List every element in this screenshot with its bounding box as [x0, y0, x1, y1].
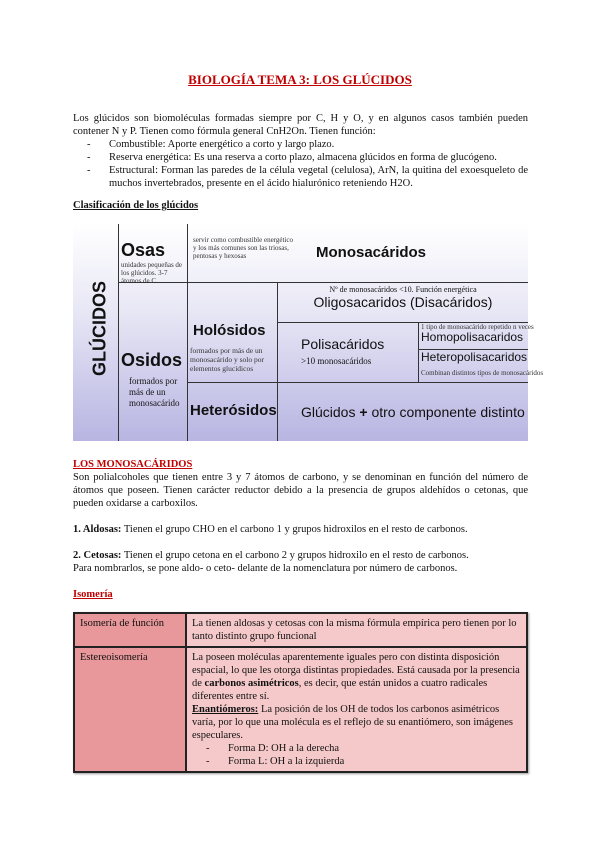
- heterosidos-label: Heterósidos: [190, 402, 277, 419]
- osas-desc: unidades pequeñas de los glúcidos. 3-7 átomos de C: [121, 261, 183, 285]
- naming-text: Para nombrarlos, se pone aldo- o ceto- delante de la nomenclatura por número de carbonos.: [73, 563, 458, 574]
- table-value: La tienen aldosas y cetosas con la misma fórmula empírica pero tienen por lo tanto distinto grupo funcional: [186, 613, 527, 647]
- monosacaridos-label: Monosacáridos: [316, 244, 427, 261]
- table-value: [186, 647, 527, 772]
- heterosidos-desc-a: Glúcidos: [301, 404, 356, 420]
- function-item: - Combustible: Aporte energético a corto y largo plazo.: [73, 138, 528, 151]
- homo-note: 1 tipo de monosacárido repetido n veces: [421, 323, 534, 331]
- heterosidos-desc-b: otro componente distinto: [371, 404, 525, 420]
- homo-label: Homopolisacaridos: [421, 330, 524, 344]
- enantiomeros-text: [192, 703, 521, 742]
- hetero-note: Combinan distintos tipos de monosacáridos: [421, 369, 544, 377]
- table-key: Isomería de función: [74, 613, 186, 647]
- aldosas-text: Tienen el grupo CHO en el carbono 1 y grupos hidroxilos en el resto de carbonos.: [121, 524, 468, 535]
- enant-label: Enantiómeros:: [192, 704, 259, 715]
- classification-heading: Clasificación de los glúcidos: [73, 200, 199, 211]
- intro-text: Los glúcidos son biomoléculas formadas siempre por C, H y O, y en algunos casos también pueden contener N y P. Tienen como fórmula general CnH2On. Tienen función:: [73, 113, 528, 137]
- form-item: - Forma D: OH a la derecha: [192, 742, 521, 755]
- holosidos-label: Holósidos: [193, 322, 266, 339]
- function-item: - Reserva energética: Es una reserva a corto plazo, almacena glúcidos en forma de glucógeno.: [73, 151, 528, 164]
- table-row: [74, 647, 527, 772]
- isomeria-table: [73, 612, 528, 773]
- osidos-label: Osidos: [121, 350, 183, 370]
- table-row: [74, 613, 527, 647]
- plus-sign: +: [359, 404, 368, 420]
- aldosas-label: 1. Aldosas:: [73, 524, 122, 535]
- cetosas-label: 2. Cetosas:: [73, 550, 122, 561]
- root-label: GLÚCIDOS: [89, 281, 110, 377]
- estereo-bold: carbonos asimétricos: [204, 678, 299, 689]
- intro-block: [73, 112, 528, 190]
- poli-label: Polisacáridos: [301, 336, 385, 352]
- cetosas-text: Tienen el grupo cetona en el carbono 2 y grupos hidroxilo en el resto de carbonos.: [121, 550, 469, 561]
- aldosas-line: [73, 523, 528, 536]
- estereo-a: La poseen moléculas aparentemente iguales pero con distinta disposición espacial, lo que les otorga distintas propiedades. Está causada por la presencia de: [192, 652, 520, 689]
- heterosidos-desc: [301, 406, 525, 419]
- osas-function: servir como combustible energético y los más comunes son las triosas, pentosas y hexosas: [193, 236, 293, 260]
- monosacaridos-section: [73, 458, 528, 601]
- cetosas-line: [73, 549, 528, 562]
- table-key: Estereoisomería: [74, 647, 186, 772]
- function-item: - Estructural: Forman las paredes de la célula vegetal (celulosa), ArN, la quitina del exoesqueleto de muchos invertebrados, presente en el ácido hialurónico reteniendo H2O.: [73, 164, 528, 190]
- enant-text: La posición de los OH de todos los carbonos asimétricos varía, por lo que una molécula es el reflejo de su enantiómero, son imágenes especulares.: [192, 704, 514, 741]
- page-title: BIOLOGÍA TEMA 3: LOS GLÚCIDOS: [188, 72, 412, 87]
- estereo-text: [192, 651, 521, 703]
- oligo-label: Oligosacaridos (Disacáridos): [313, 294, 493, 310]
- hetero-label: Heteropolisacaridos: [421, 350, 528, 364]
- classification-diagram: [73, 224, 544, 441]
- mono-text: Son polialcoholes que tienen entre 3 y 7 átomos de carbono, y se denominan en función del número de átomos que poseen. Tienen carácter reductor debido a la presencia de grupos aldehídos o cetonas, que pueden oxidarse a carboxilos.: [73, 472, 528, 509]
- form-item: - Forma L: OH a la izquierda: [192, 755, 521, 768]
- osas-label: Osas: [121, 240, 166, 260]
- estereo-b: , es decir, que están unidos a cuatro radicales diferentes entre sí.: [192, 678, 488, 702]
- isomeria-heading: Isomería: [73, 589, 113, 600]
- holosidos-desc: formados por más de un monosacárido y solo por elementos glucídicos: [190, 346, 264, 373]
- mono-heading: LOS MONOSACÁRIDOS: [73, 459, 193, 470]
- poli-desc: >10 monosacáridos: [301, 356, 372, 366]
- oligo-note: Nº de monosacáridos <10. Función energética: [329, 285, 477, 294]
- osidos-desc: formados por más de un monosacárido: [129, 376, 180, 408]
